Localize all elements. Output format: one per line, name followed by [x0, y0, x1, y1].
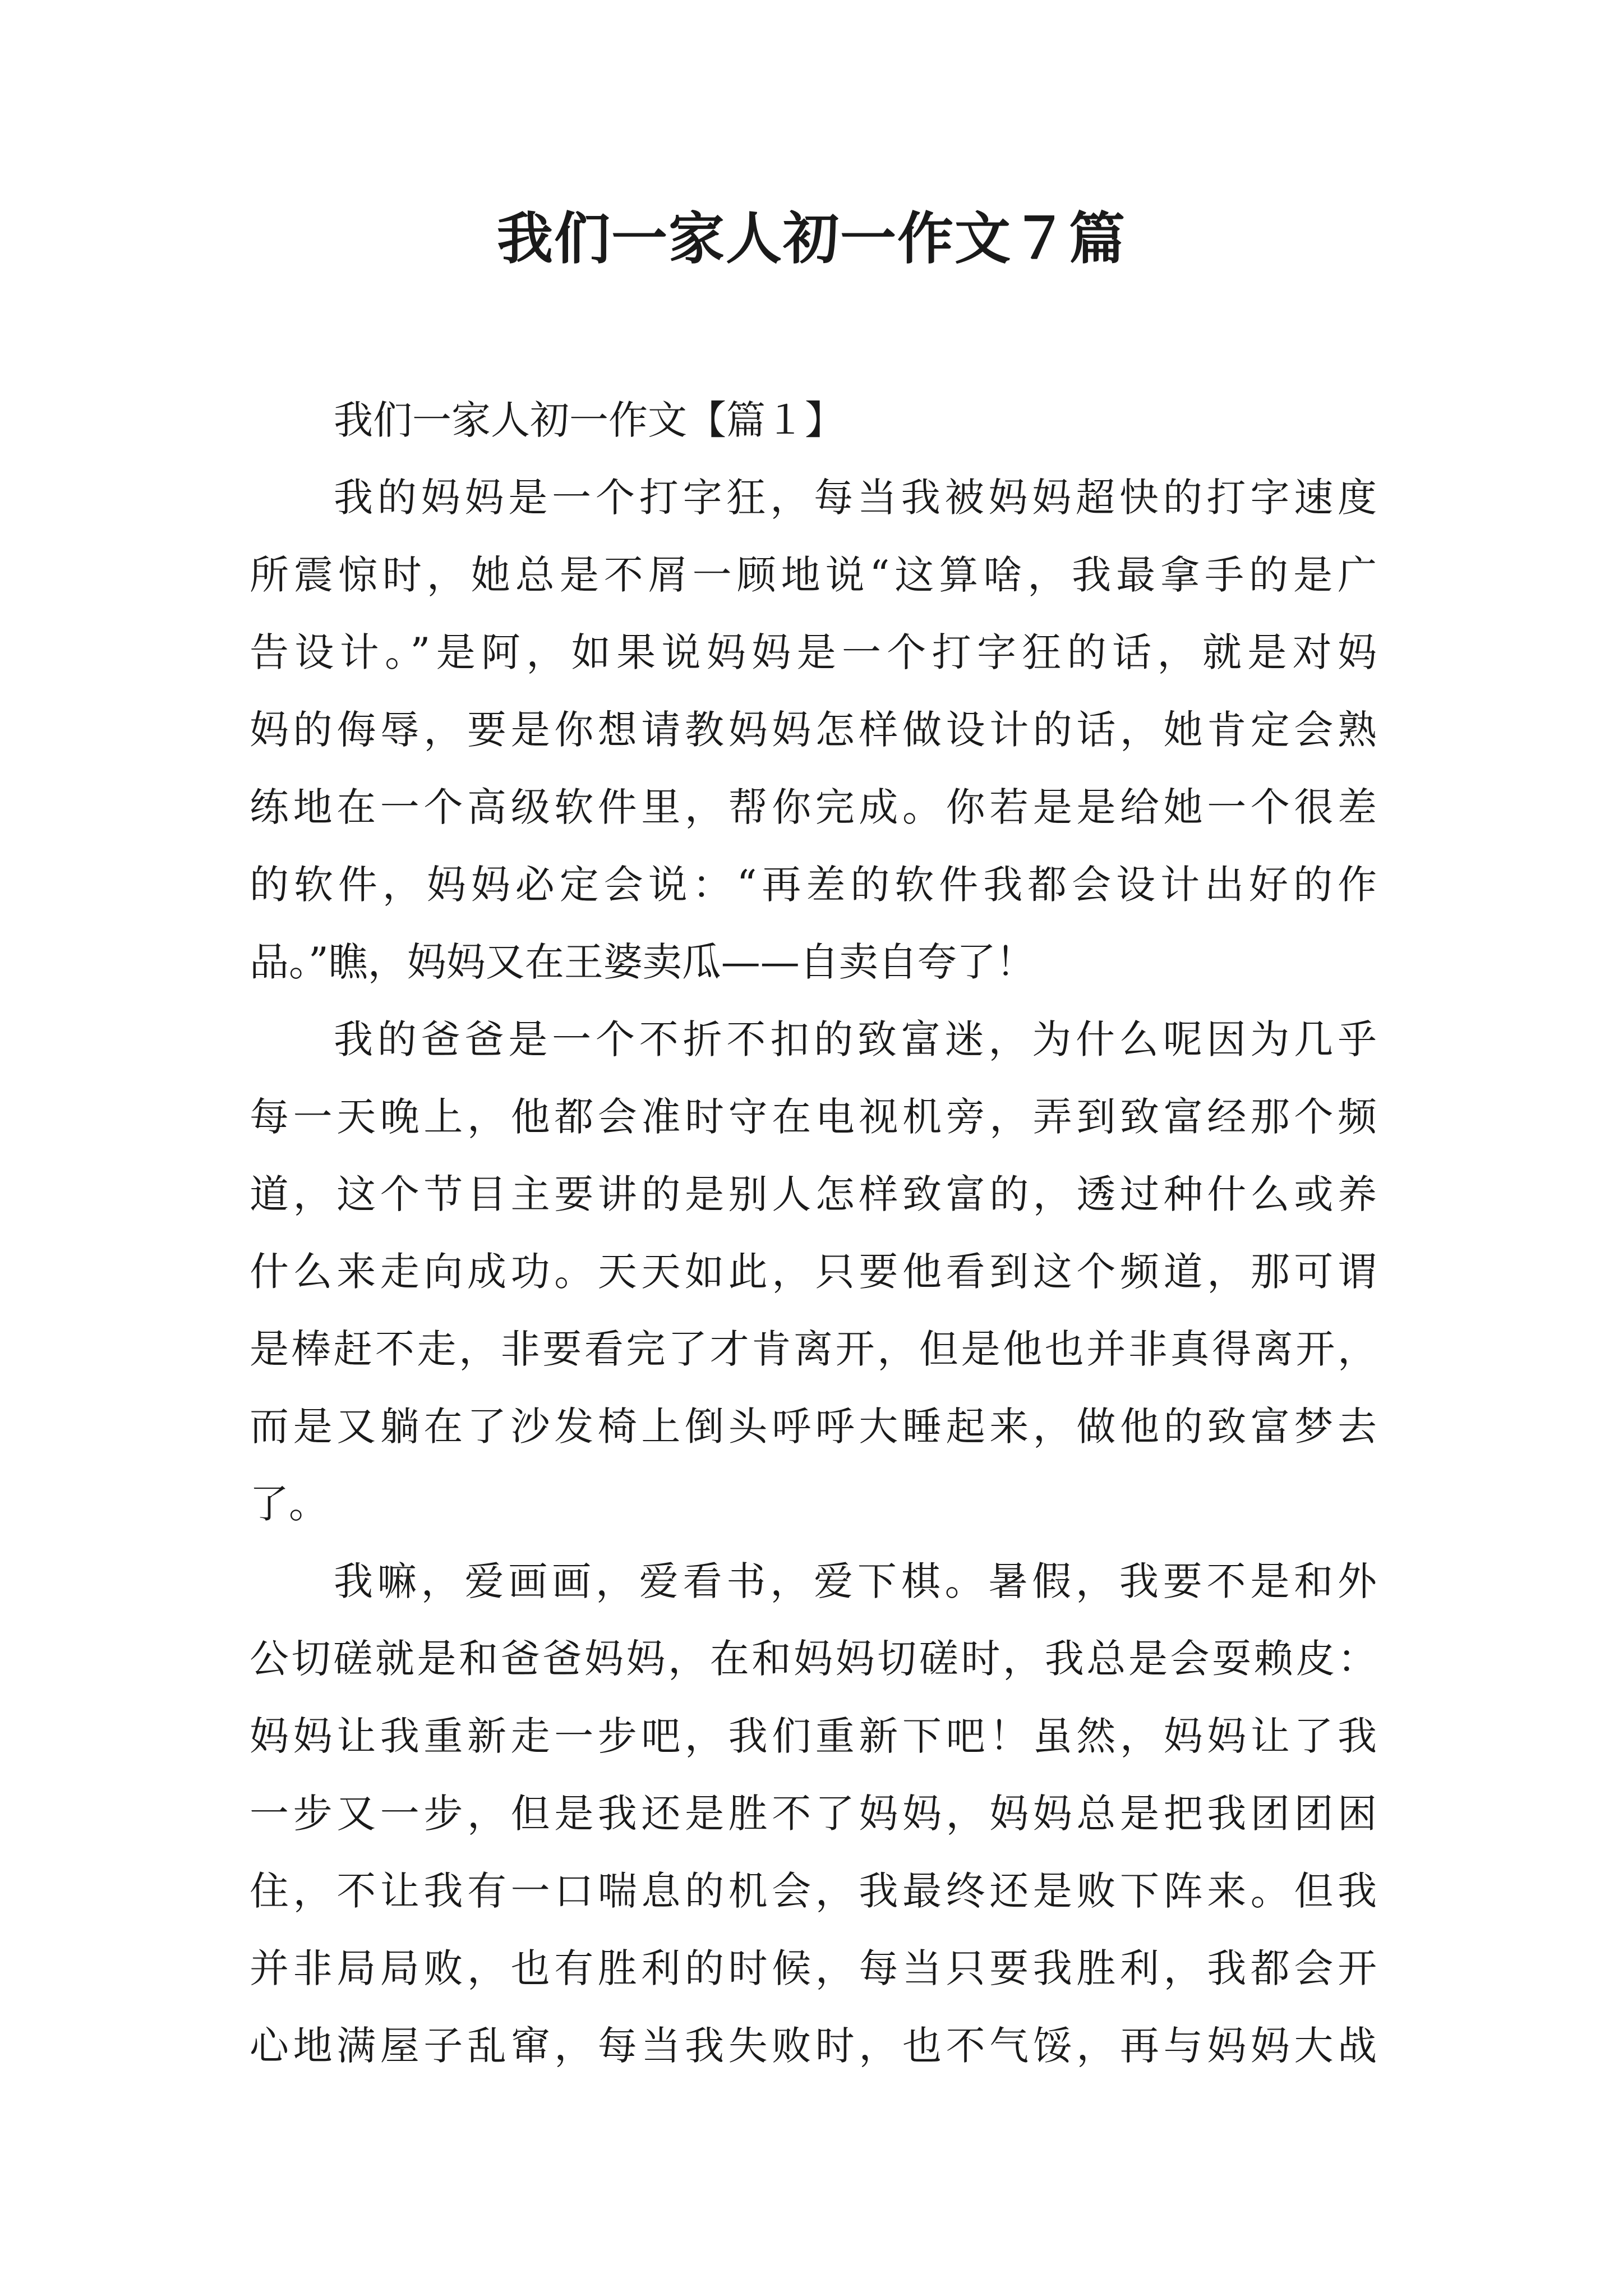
- text-line: 的软件，妈妈必定会说：“再差的软件我都会设计出好的作: [250, 862, 1377, 908]
- text-line: 告设计。”是阿，如果说妈妈是一个打字狂的话，就是对妈: [250, 629, 1377, 675]
- text-line: 我的爸爸是一个不折不扣的致富迷，为什么呢因为几乎: [334, 1016, 1377, 1062]
- text-line: 什么来走向成功。天天如此，只要他看到这个频道，那可谓: [250, 1249, 1377, 1295]
- paragraph-mother: [250, 459, 1377, 1001]
- paragraph-father: [250, 1001, 1377, 1543]
- text-line: 而是又躺在了沙发椅上倒头呼呼大睡起来，做他的致富梦去: [250, 1404, 1377, 1450]
- text-line: 我的妈妈是一个打字狂，每当我被妈妈超快的打字速度: [334, 475, 1377, 521]
- text-line: 公切磋就是和爸爸妈妈，在和妈妈切磋时，我总是会耍赖皮：: [250, 1636, 1377, 1682]
- text-line: 品。”瞧，妈妈又在王婆卖瓜——自卖自夸了！: [250, 939, 1035, 985]
- text-line: 心地满屋子乱窜，每当我失败时，也不气馁，再与妈妈大战: [250, 2023, 1377, 2069]
- section-heading: 我们一家人初一作文【篇１】: [334, 397, 844, 443]
- text-line: 了。: [250, 1481, 328, 1527]
- text-line: 所震惊时，她总是不屑一顾地说“这算啥，我最拿手的是广: [250, 552, 1377, 598]
- text-line: 道，这个节目主要讲的是别人怎样致富的，透过种什么或养: [250, 1171, 1377, 1217]
- document-title: 我们一家人初一作文７篇: [497, 205, 1126, 272]
- text-line: 一步又一步，但是我还是胜不了妈妈，妈妈总是把我团团困: [250, 1791, 1377, 1837]
- text-line: 妈妈让我重新走一步吧，我们重新下吧！虽然，妈妈让了我: [250, 1713, 1377, 1759]
- text-line: 练地在一个高级软件里，帮你完成。你若是是给她一个很差: [250, 784, 1377, 830]
- paragraph-me: [250, 1543, 1377, 2085]
- text-line: 是棒赶不走，非要看完了才肯离开，但是他也并非真得离开，: [250, 1326, 1377, 1372]
- text-line: 我嘛，爱画画，爱看书，爱下棋。暑假，我要不是和外: [334, 1558, 1377, 1604]
- document-body: [250, 381, 1377, 2085]
- text-line: 每一天晚上，他都会准时守在电视机旁，弄到致富经那个频: [250, 1094, 1377, 1140]
- text-line: 住，不让我有一口喘息的机会，我最终还是败下阵来。但我: [250, 1868, 1377, 1914]
- text-line: 妈的侮辱，要是你想请教妈妈怎样做设计的话，她肯定会熟: [250, 707, 1377, 753]
- text-line: 并非局局败，也有胜利的时候，每当只要我胜利，我都会开: [250, 1945, 1377, 1991]
